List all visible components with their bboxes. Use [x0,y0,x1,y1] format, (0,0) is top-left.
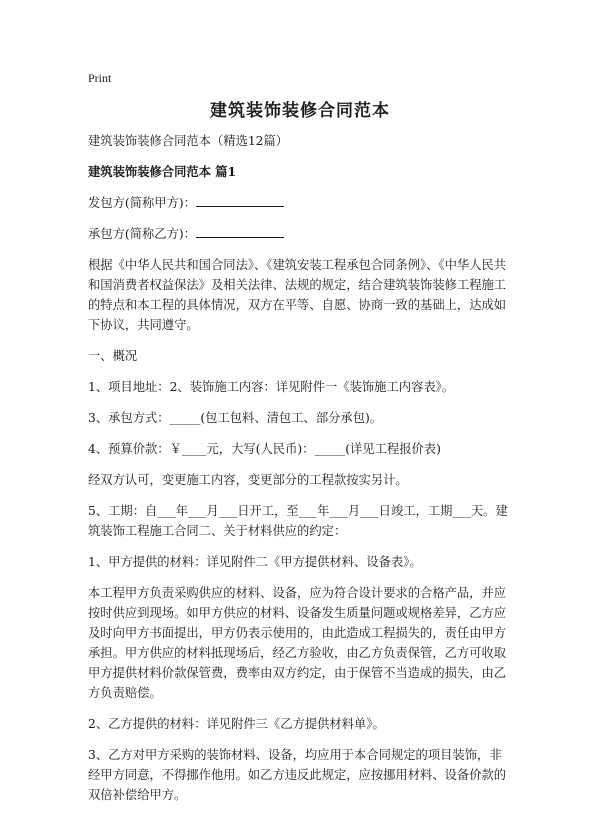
paragraph-material-responsibility: 本工程甲方负责采购供应的材料、设备，应为符合设计要求的合格产品，并应按时供应到现场。如甲方供应的材料、设备发生质量问题或规格差异，乙方应及时向甲方书面提出，甲方仍表示使用的，由此造成工程损失的，责任由甲方承担。甲方供应的材料抵现场后，经乙方验收，由乙方负责保管，乙方可收取甲方提供材料价款保管费，费率由双方约定，由于保管不当造成的损失，由乙方负责赔偿。 [88,586,507,700]
paragraph-party-b-materials: 2、乙方提供的材料：详见附件三《乙方提供材料单》。 [88,717,385,731]
paragraph-material-usage: 3、乙方对甲方采购的装饰材料、设备，均应用于本合同规定的项目装饰，非经甲方同意，不得挪作他用。如乙方违反此规定，应按挪用材料、设备价款的双倍补偿给甲方。 [88,748,507,802]
document-body [88,131,513,816]
paragraph-legal-basis: 根据《中华人民共和国合同法》、《建筑安装工程承包合同条例》、《中华人民共和国消费者权益保法》及相关法律、法规的规定，结合建筑装饰装修工程施工的特点和本工程的具体情况，双方在平等、自愿、协商一致的基础上，达成如下协议，共同遵守。 [88,258,507,332]
paragraph-budget: 4、预算价款：￥____元，大写(人民币)：_____(详见工程报价表) [88,442,441,456]
party-b-label: 承包方(简称乙方)： [88,227,196,241]
party-a-blank [196,193,284,207]
party-b-blank [196,224,284,238]
paragraph-schedule: 5、工期：自___年___月___日开工，至___年___月___日竣工，工期___天。建筑装饰工程施工合同二、关于材料供应的约定： [88,504,508,538]
paragraph-change-terms: 经双方认可，变更施工内容，变更部分的工程款按实另计。 [88,473,408,487]
party-b-line [88,224,513,244]
party-a-label: 发包方(简称甲方)： [88,196,196,210]
section-heading: 建筑装饰装修合同范本 篇1 [88,164,237,179]
document-title: 建筑装饰装修合同范本 [210,101,390,121]
paragraph-project-address: 1、项目地址：2、装饰施工内容：详见附件一《装饰施工内容表》。 [88,380,455,394]
print-label: Print [88,71,112,85]
party-a-line [88,193,513,213]
paragraph-contract-type: 3、承包方式：_____(包工包料、清包工、部分承包)。 [88,411,383,425]
paragraph-party-a-materials: 1、甲方提供的材料：详见附件二《甲方提供材料、设备表》。 [88,555,422,569]
document-subtitle: 建筑装饰装修合同范本（精选12篇） [88,134,289,148]
paragraph-overview-heading: 一、概况 [88,349,138,363]
